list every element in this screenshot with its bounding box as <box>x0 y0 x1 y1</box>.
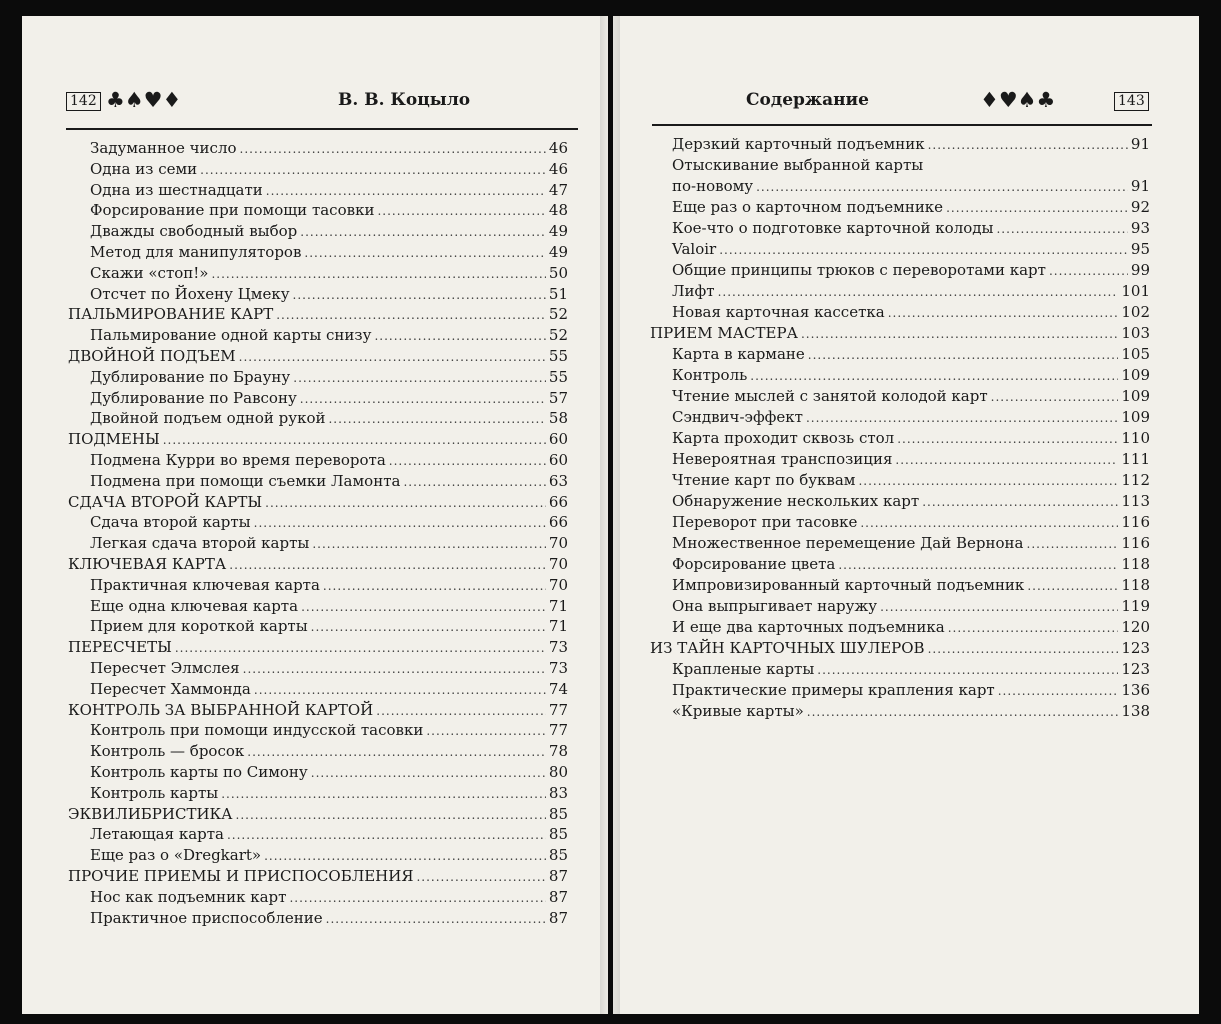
dot-leader <box>276 305 546 325</box>
toc-page-number: 136 <box>1121 681 1150 699</box>
toc-entry-title: ПОДМЕНЫ <box>68 430 160 449</box>
toc-entry-title: Дерзкий карточный подъемник <box>672 135 925 153</box>
toc-page-number: 46 <box>548 159 568 178</box>
toc-entry-title: Еще одна ключевая карта <box>90 596 299 615</box>
toc-entry-title: Одна из семи <box>90 159 198 178</box>
toc-entry-title: Подмена при помощи съемки Ламонта <box>90 471 401 490</box>
toc-page-number: 109 <box>1121 408 1150 426</box>
dot-leader <box>377 201 545 221</box>
toc-entry-title: Пальмирование одной карты снизу <box>90 326 372 345</box>
toc-entry <box>650 659 1150 679</box>
toc-entry-title: Новая карточная кассетка <box>672 303 885 321</box>
toc-section-entry <box>68 700 568 720</box>
dot-leader <box>426 721 546 741</box>
toc-entry <box>68 159 568 179</box>
toc-entry-title: Нос как подъемник карт <box>90 887 287 906</box>
toc-entry <box>650 197 1150 217</box>
book-gutter <box>600 16 620 1014</box>
dot-leader <box>756 177 1128 197</box>
toc-page-number: 52 <box>548 326 568 345</box>
dot-leader <box>229 555 546 575</box>
dot-leader <box>243 659 546 679</box>
dot-leader <box>323 576 546 596</box>
page-number-right: 143 <box>1114 92 1149 111</box>
dot-leader <box>163 430 546 450</box>
toc-page-number: 49 <box>548 243 568 261</box>
dot-leader <box>1027 576 1118 596</box>
spade-icon: ♠ <box>124 88 144 112</box>
toc-page-number: 78 <box>548 742 568 761</box>
toc-entry <box>68 783 568 803</box>
toc-entry <box>650 218 1150 238</box>
toc-entry <box>68 325 568 345</box>
toc-entry <box>68 908 568 928</box>
club-icon: ♣ <box>1036 88 1056 112</box>
toc-page-number: 95 <box>1130 240 1150 258</box>
toc-entry-title: Общие принципы трюков с переворотами карт <box>672 261 1046 279</box>
toc-entry <box>68 658 568 678</box>
toc-entry <box>650 344 1150 364</box>
toc-entry <box>650 386 1150 406</box>
toc-entry <box>68 450 568 470</box>
toc-page-number: 50 <box>548 263 568 282</box>
toc-entry-title: Чтение мыслей с занятой колодой карт <box>672 387 988 405</box>
toc-entry-title: «Кривые карты» <box>672 702 804 720</box>
toc-entry-title: Чтение карт по буквам <box>672 471 856 489</box>
toc-entry-title: Дважды свободный выбор <box>90 222 298 241</box>
toc-entry <box>68 284 568 304</box>
toc-page-number: 87 <box>548 908 568 927</box>
dot-leader <box>389 451 546 471</box>
toc-entry <box>650 575 1150 595</box>
toc-entry-title: Двойной подъем одной рукой <box>90 409 326 428</box>
toc-entry <box>68 596 568 616</box>
toc-entry <box>68 533 568 553</box>
toc-page-number: 77 <box>548 721 568 740</box>
toc-page-number: 116 <box>1121 534 1150 552</box>
toc-page-number: 71 <box>548 596 568 615</box>
toc-entry <box>68 512 568 532</box>
toc-entry-title: Отыскивание выбранной карты <box>672 156 924 174</box>
toc-entry-title: Карта в кармане <box>672 345 805 363</box>
toc-entry <box>68 221 568 241</box>
dot-leader <box>200 160 546 180</box>
dot-leader <box>265 493 546 513</box>
heart-icon: ♥ <box>998 88 1018 112</box>
toc-entry <box>68 720 568 740</box>
toc-entry-title: Форсирование цвета <box>672 555 836 573</box>
toc-page-number: 109 <box>1121 366 1150 384</box>
toc-entry-title: Отсчет по Йохену Цмеку <box>90 284 290 303</box>
dot-leader <box>808 345 1119 365</box>
toc-page-number: 103 <box>1121 324 1150 342</box>
dot-leader <box>264 846 546 866</box>
toc-entry <box>650 512 1150 532</box>
dot-leader <box>817 660 1118 680</box>
dot-leader <box>247 742 546 762</box>
dot-leader <box>289 888 545 908</box>
toc-page-number: 112 <box>1121 471 1150 489</box>
toc-entry-title: Valoir <box>672 240 717 258</box>
dot-leader <box>750 366 1118 386</box>
dot-leader <box>838 555 1118 575</box>
toc-page-number: 51 <box>548 284 568 303</box>
toc-page-number: 73 <box>548 659 568 677</box>
dot-leader <box>807 702 1119 722</box>
dot-leader <box>801 324 1118 344</box>
toc-entry <box>650 155 1150 175</box>
toc-page-number: 80 <box>548 763 568 781</box>
header-rule-left <box>66 128 578 130</box>
toc-entry-title: Контроль карты по Симону <box>90 763 308 781</box>
toc-entry-title: Метод для манипуляторов <box>90 243 302 261</box>
dot-leader <box>718 282 1119 302</box>
dot-leader <box>211 264 545 284</box>
toc-entry <box>68 679 568 699</box>
toc-page-number: 123 <box>1121 639 1150 657</box>
dot-leader <box>928 639 1119 659</box>
toc-entry-title: ИЗ ТАЙН КАРТОЧНЫХ ШУЛЕРОВ <box>650 639 925 657</box>
dot-leader <box>300 389 546 409</box>
toc-entry <box>650 239 1150 259</box>
toc-entry-title: Сдача второй карты <box>90 513 251 532</box>
dot-leader <box>858 471 1118 491</box>
toc-entry-title: Одна из шестнадцати <box>90 180 263 199</box>
dot-leader <box>416 867 545 887</box>
toc-page-number: 99 <box>1130 261 1150 279</box>
dot-leader <box>221 784 546 804</box>
toc-entry-title: Переворот при тасовке <box>672 513 858 531</box>
toc-entry <box>650 554 1150 574</box>
toc-entry-title: Лифт <box>672 282 715 300</box>
toc-entry-title: Контроль при помощи индусской тасовки <box>90 721 424 740</box>
toc-page-number: 70 <box>548 534 568 553</box>
toc-entry-title: ПАЛЬМИРОВАНИЕ КАРТ <box>68 305 274 324</box>
toc-entry-title: И еще два карточных подъемника <box>672 618 945 636</box>
toc-entry <box>68 367 568 387</box>
toc-section-entry <box>68 866 568 886</box>
toc-section-entry <box>68 492 568 512</box>
dot-leader <box>175 638 546 658</box>
toc-page-number: 123 <box>1121 660 1150 678</box>
toc-entry <box>68 845 568 865</box>
dot-leader <box>860 513 1118 533</box>
heart-icon: ♥ <box>143 88 163 112</box>
toc-entry-title: Кое-что о подготовке карточной колоды <box>672 219 994 237</box>
diamond-icon: ♦ <box>980 88 999 112</box>
toc-page-number: 52 <box>548 305 568 324</box>
dot-leader <box>293 368 546 388</box>
toc-entry-title: СДАЧА ВТОРОЙ КАРТЫ <box>68 492 263 511</box>
toc-entry-title: по-новому <box>672 177 754 195</box>
toc-page-number: 49 <box>548 222 568 241</box>
toc-entry-title: Контроль карты <box>90 783 219 802</box>
toc-page-number: 85 <box>548 825 568 844</box>
toc-page-number: 48 <box>548 201 568 220</box>
toc-page-number: 91 <box>1130 135 1150 153</box>
dot-leader <box>897 429 1118 449</box>
dot-leader <box>240 139 546 159</box>
toc-entry <box>68 741 568 761</box>
toc-page-number: 55 <box>548 367 568 386</box>
toc-entry-title: Форсирование при помощи тасовки <box>90 201 375 220</box>
toc-entry-title: Дублирование по Брауну <box>90 367 291 386</box>
toc-entry-title: Контроль — бросок <box>90 742 245 761</box>
toc-entry-title: Задуманное число <box>90 139 237 157</box>
toc-entry-title: Практичная ключевая карта <box>90 575 320 594</box>
toc-entry <box>68 242 568 262</box>
dot-leader <box>996 219 1127 239</box>
toc-entry-title: Скажи «стоп!» <box>90 263 209 282</box>
toc-entry <box>650 491 1150 511</box>
dot-leader <box>239 347 546 367</box>
toc-entry-title: КЛЮЧЕВАЯ КАРТА <box>68 555 227 573</box>
toc-section-entry <box>650 323 1150 343</box>
toc-entry <box>68 388 568 408</box>
toc-page-number: 60 <box>548 430 568 449</box>
toc-page-number: 83 <box>548 783 568 802</box>
toc-entry-title: Контроль <box>672 366 748 384</box>
dot-leader <box>311 763 546 783</box>
toc-entry <box>68 887 568 907</box>
toc-page-number: 46 <box>548 139 568 157</box>
toc-entry-title: ДВОЙНОЙ ПОДЪЕМ <box>68 347 236 365</box>
toc-page-number: 109 <box>1121 387 1150 405</box>
dot-leader <box>311 617 546 637</box>
toc-entry-title: Дублирование по Равсону <box>90 388 297 407</box>
diamond-icon: ♦ <box>162 88 182 112</box>
dot-leader <box>888 303 1119 323</box>
toc-page-number: 47 <box>548 180 568 199</box>
dot-leader <box>991 387 1119 407</box>
toc-page-number: 93 <box>1130 219 1150 237</box>
header-rule-right <box>652 124 1152 126</box>
toc-entry-title: Пересчет Элмслея <box>90 659 240 677</box>
toc-page-number: 70 <box>548 555 568 573</box>
toc-entry <box>650 176 1150 196</box>
toc-entry <box>68 200 568 220</box>
toc-page-number: 60 <box>548 451 568 469</box>
toc-entry-title: Легкая сдача второй карты <box>90 534 310 553</box>
toc-section-entry <box>68 429 568 449</box>
toc-entry <box>650 617 1150 637</box>
card-suits-ornament-right <box>980 89 1055 111</box>
toc-page-number: 74 <box>548 679 568 698</box>
toc-page-number: 87 <box>548 887 568 906</box>
toc-entry <box>650 449 1150 469</box>
toc-page-number: 63 <box>548 471 568 490</box>
toc-entry <box>68 575 568 595</box>
toc-entry <box>68 471 568 491</box>
toc-entry <box>68 408 568 428</box>
toc-entry <box>68 180 568 200</box>
dot-leader <box>293 285 546 305</box>
toc-entry <box>68 762 568 782</box>
dot-leader <box>254 513 546 533</box>
dot-leader <box>266 181 546 201</box>
toc-entry-title: Прием для короткой карты <box>90 617 308 636</box>
toc-section-entry <box>68 346 568 366</box>
toc-page-number: 71 <box>548 617 568 636</box>
toc-entry <box>68 263 568 283</box>
toc-entry <box>650 365 1150 385</box>
toc-entry-title: ПРОЧИЕ ПРИЕМЫ И ПРИСПОСОБЛЕНИЯ <box>68 867 414 885</box>
dot-leader <box>928 135 1128 155</box>
toc-entry-title: Еще раз о карточном подъемнике <box>672 198 944 216</box>
toc-page-number: 118 <box>1121 576 1150 594</box>
toc-entry <box>650 428 1150 448</box>
toc-entry <box>650 134 1150 154</box>
page-number-left: 142 <box>66 92 101 111</box>
dot-leader <box>236 805 546 825</box>
toc-page-number: 119 <box>1121 597 1150 615</box>
toc-entry-title: Еще раз о «Dregkart» <box>90 846 262 865</box>
running-head-contents: Содержание <box>746 90 869 110</box>
toc-page-number: 91 <box>1130 177 1150 195</box>
toc-page-number: 85 <box>548 846 568 865</box>
toc-entry-title: Сэндвич-эффект <box>672 408 803 426</box>
toc-page-number: 111 <box>1121 450 1150 468</box>
toc-section-entry <box>650 638 1150 658</box>
toc-page-number: 70 <box>548 575 568 594</box>
toc-page-number: 55 <box>548 347 568 365</box>
dot-leader <box>806 408 1118 428</box>
left-page-header <box>66 88 576 116</box>
toc-section-entry <box>68 554 568 574</box>
toc-entry-title: Пересчет Хаммонда <box>90 679 251 698</box>
toc-page-number: 113 <box>1121 492 1150 510</box>
toc-entry <box>650 407 1150 427</box>
dot-leader <box>880 597 1118 617</box>
toc-page-number: 105 <box>1121 345 1150 363</box>
toc-entry <box>650 533 1150 553</box>
dot-leader <box>300 222 546 242</box>
club-icon: ♣ <box>106 88 125 112</box>
toc-entry <box>650 281 1150 301</box>
dot-leader <box>922 492 1118 512</box>
toc-page-number: 77 <box>548 700 568 719</box>
toc-entry-title: Крапленые карты <box>672 660 815 678</box>
toc-entry <box>650 302 1150 322</box>
spade-icon: ♠ <box>1017 88 1037 112</box>
toc-page-number: 102 <box>1121 303 1150 321</box>
dot-leader <box>312 534 546 554</box>
toc-entry <box>650 701 1150 721</box>
toc-page-number: 57 <box>548 388 568 407</box>
toc-entry-title: Практичное приспособление <box>90 908 323 927</box>
dot-leader <box>254 680 546 700</box>
toc-entry-title: Практические примеры крапления карт <box>672 681 995 699</box>
toc-entry-title: ПРИЕМ МАСТЕРА <box>650 324 798 342</box>
card-suits-ornament-left <box>106 89 181 111</box>
toc-section-entry <box>68 804 568 824</box>
dot-leader <box>326 909 546 929</box>
toc-page-number: 66 <box>548 492 568 511</box>
toc-entry-title: ЭКВИЛИБРИСТИКА <box>68 804 233 823</box>
dot-leader <box>374 326 545 346</box>
dot-leader <box>227 825 546 845</box>
dot-leader <box>1027 534 1119 554</box>
toc-page-number: 120 <box>1121 618 1150 636</box>
dot-leader <box>301 597 546 617</box>
toc-entry-title: Обнаружение нескольких карт <box>672 492 920 510</box>
running-head-author: В. В. Коцыло <box>338 90 471 110</box>
dot-leader <box>895 450 1118 470</box>
toc-entry <box>650 260 1150 280</box>
dot-leader <box>946 198 1128 218</box>
dot-leader <box>328 409 545 429</box>
toc-entry <box>650 596 1150 616</box>
toc-entry <box>650 470 1150 490</box>
toc-page-number: 92 <box>1130 198 1150 216</box>
toc-entry-title: Летающая карта <box>90 825 224 844</box>
toc-entry <box>68 824 568 844</box>
dot-leader <box>376 701 546 721</box>
dot-leader <box>403 472 545 492</box>
toc-entry <box>650 680 1150 700</box>
dot-leader <box>998 681 1119 701</box>
toc-entry-title: КОНТРОЛЬ ЗА ВЫБРАННОЙ КАРТОЙ <box>68 700 374 719</box>
toc-page-number: 85 <box>548 804 568 823</box>
toc-entry <box>68 616 568 636</box>
toc-page-number: 66 <box>548 513 568 532</box>
toc-entry-title: Подмена Курри во время переворота <box>90 451 386 469</box>
dot-leader <box>304 243 546 263</box>
toc-page-number: 118 <box>1121 555 1150 573</box>
toc-page-number: 110 <box>1121 429 1150 447</box>
right-page-header <box>650 88 1152 116</box>
toc-entry-title: Множественное перемещение Дай Вернона <box>672 534 1024 552</box>
toc-entry-title: Она выпрыгивает наружу <box>672 597 878 615</box>
toc-page-number: 73 <box>548 638 568 657</box>
dot-leader <box>719 240 1128 260</box>
toc-section-entry <box>68 637 568 657</box>
toc-entry-title: Карта проходит сквозь стол <box>672 429 895 447</box>
toc-page-number: 58 <box>548 409 568 428</box>
toc-page-number: 116 <box>1121 513 1150 531</box>
toc-page-number: 87 <box>548 867 568 885</box>
toc-page-number: 138 <box>1121 702 1150 720</box>
toc-entry-title: ПЕРЕСЧЕТЫ <box>68 638 172 657</box>
toc-entry-title: Импровизированный карточный подъемник <box>672 576 1025 594</box>
dot-leader <box>948 618 1119 638</box>
toc-entry-title: Невероятная транспозиция <box>672 450 893 468</box>
dot-leader <box>1049 261 1128 281</box>
toc-page-number: 101 <box>1121 282 1150 300</box>
toc-entry <box>68 138 568 158</box>
toc-section-entry <box>68 304 568 324</box>
